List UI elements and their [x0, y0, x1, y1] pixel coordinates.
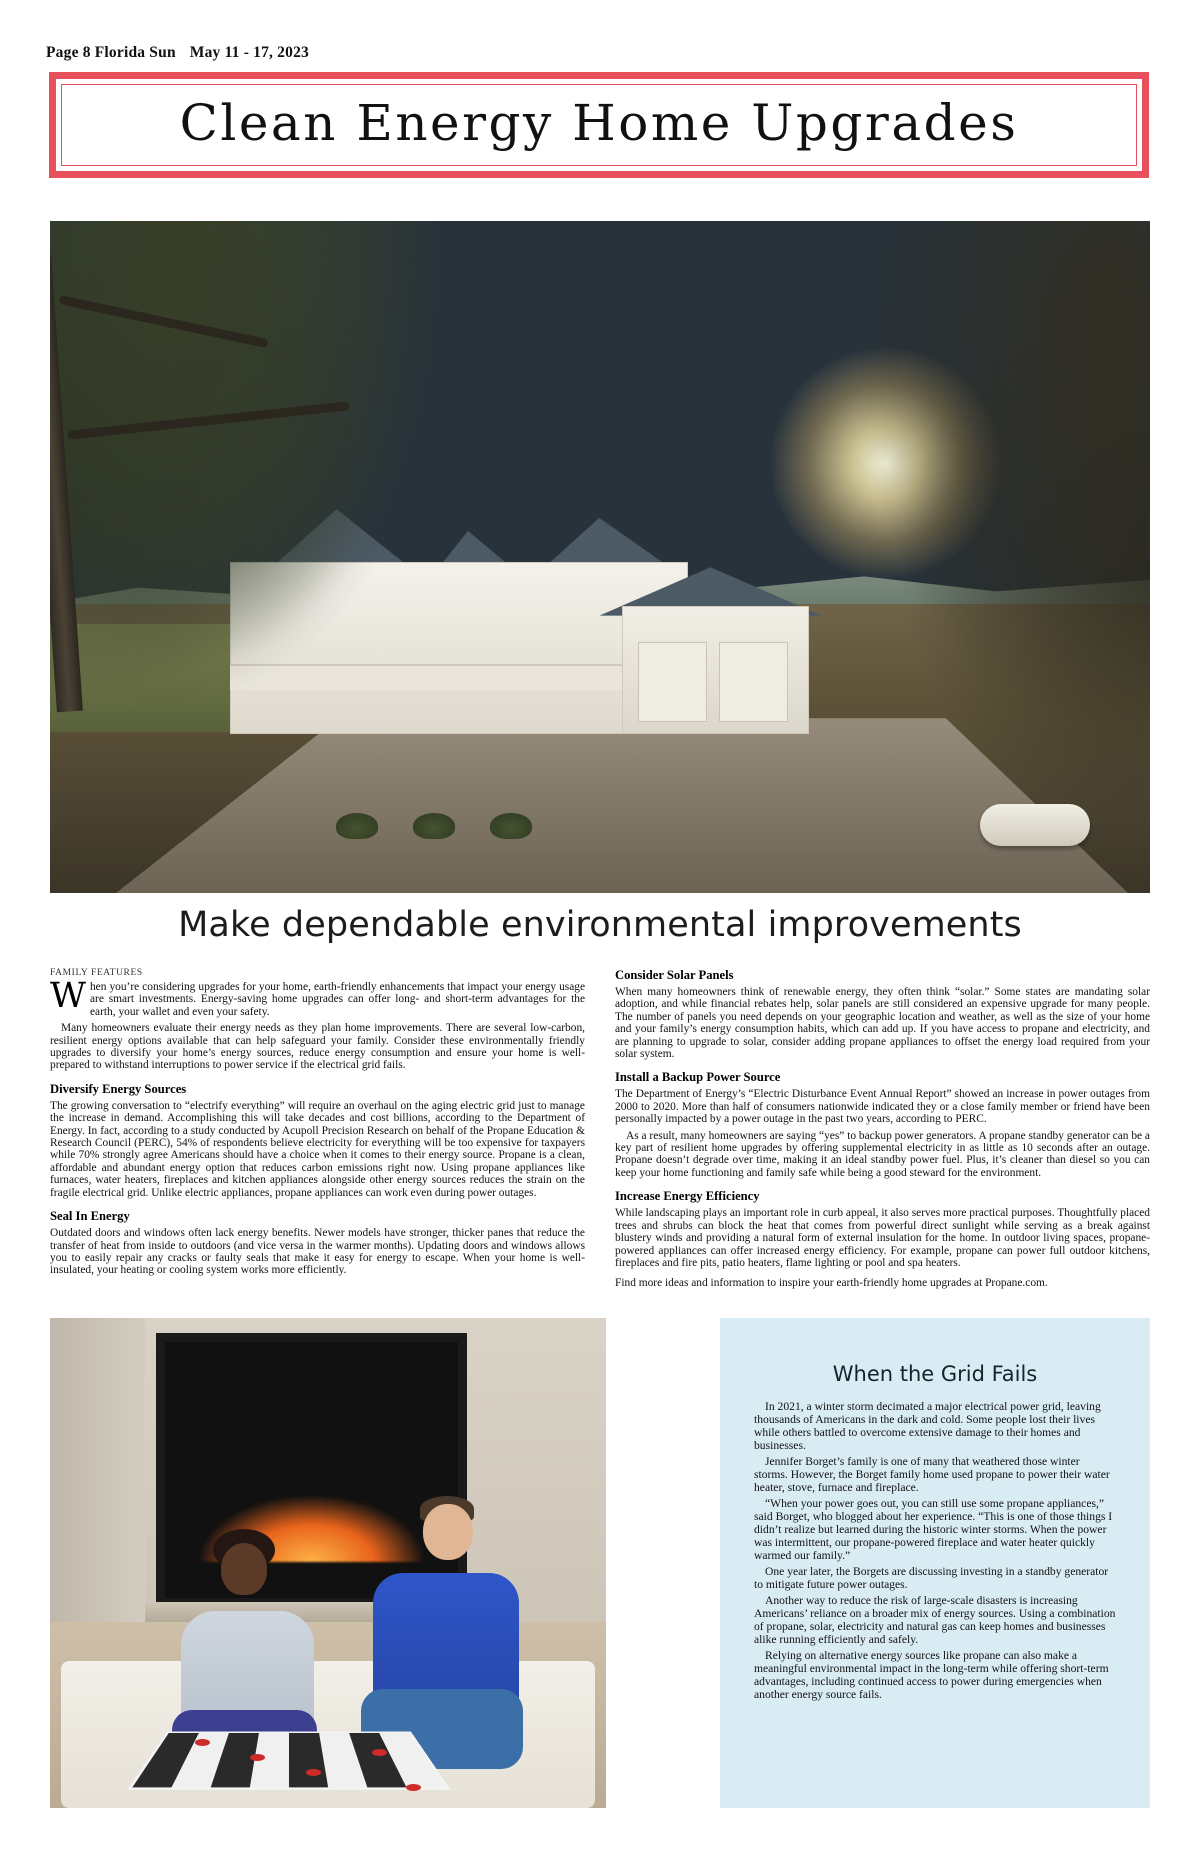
sidebar-body — [720, 1400, 1150, 1701]
shrub — [336, 813, 378, 839]
section-heading-diversify: Diversify Energy Sources — [50, 1081, 187, 1096]
section-heading-seal: Seal In Energy — [50, 1209, 130, 1224]
checker-piece — [306, 1769, 321, 1776]
section-para: Outdated doors and windows often lack energy benefits. Newer models have stronger, thicker panes that reduce the transfer of heat from inside to outdoors (and vice versa in the warmer months). Updating doors and windows allows you to easily repair any cracks or faulty seals that make it easy for energy to escape. When your home is well-insulated, your heating or cooling system works more efficiently. — [50, 1227, 585, 1277]
sidebar-para: In 2021, a winter storm decimated a major electrical power grid, leaving thousands of Americans in the dark and cold. Some people lost their lives while others battled to overcome extensive damage to their homes and businesses. — [754, 1400, 1101, 1452]
section-heading-backup: Install a Backup Power Source — [615, 1070, 781, 1085]
section-heading-solar: Consider Solar Panels — [615, 968, 734, 982]
foreground-tree-right — [776, 221, 1150, 839]
masthead — [49, 72, 1149, 178]
sidebar-para: Jennifer Borget’s family is one of many that weathered those winter storms. However, the Borget family home used propane to power their water heater, stove, furnace and fireplace. — [754, 1455, 1110, 1494]
folio-date: May 11 - 17, 2023 — [189, 44, 309, 61]
column-left — [50, 968, 585, 1281]
tree-branch — [58, 295, 268, 348]
sidebar-para: Another way to reduce the risk of large-scale disasters is increasing Americans’ reliance on a broader mix of energy sources. Using a combination of propane, solar, electricity and natural gas can keep homes and businesses alike running efficiently and safely. — [754, 1594, 1116, 1646]
sidebar-para: “When your power goes out, you can still use some propane appliances,” said Borget, who blogged about her experience. “This is one of those things I didn’t realize but learned during the historic winter storms. When the power was intermittent, our propane-powered fireplace and water heater quickly warmed our family.” — [754, 1497, 1113, 1562]
folio — [46, 44, 309, 62]
column-right — [615, 968, 1150, 1294]
section-para: The growing conversation to “electrify everything” will require an overhaul on the aging electric grid just to manage the increase in demand. Accomplishing this will take decades and cost billions, according to the Department of Energy. In fact, according to a study conducted by Acupoll Precision Research on behalf of the Propane Education & Research Council (PERC), 54% of respondents believe electricity for everything will be too expensive for taxpayers while 70% strongly agree Americans should have a choice when it comes to their energy source. Propane is a clean, affordable and abundant energy option that reduces carbon emissions right now. Using propane appliances like furnaces, water heaters, fireplaces and kitchen appliances alongside other energy sources reduces the strain on the fragile electrical grid. Unlike electric appliances, propane appliances can work even during power outages. — [50, 1099, 585, 1199]
closing-line: Find more ideas and information to inspire your earth-friendly home upgrades at Propane.com. — [615, 1277, 1048, 1290]
shrub — [413, 813, 455, 839]
person-left — [172, 1539, 317, 1764]
propane-tank — [980, 804, 1090, 846]
lead-paragraph — [50, 976, 585, 1018]
page-title: Clean Energy Home Upgrades — [179, 94, 1019, 152]
section-para: As a result, many homeowners are saying “yes” to backup power generators. A propane standby generator can be a key part of resilient home upgrades by offering supplemental electricity in as little as 10 seconds after an outage. Propane doesn’t degrade over time, making it an ideal standby power fuel. Plus, it’s cleaner than diesel so you can keep your home functioning and family safe while being a good steward for the environment. — [615, 1129, 1150, 1179]
fireplace-photo — [50, 1318, 606, 1808]
lead-text: hen you’re considering upgrades for your home, earth-friendly enhancements that impact your energy usage are smart investments. Energy-saving home upgrades can offer long- and short-term advantages for the earth, your wallet and even your safety. — [89, 981, 585, 1018]
photo-wall-left — [50, 1318, 145, 1641]
lead-text-2: Many homeowners evaluate their energy needs as they plan home improvements. There are several low-carbon, resilient energy options available that can help safeguard your family. Consider these environmentally friendly upgrades to diversify your home’s energy sources, reduce energy consumption and ensure your home is well-prepared to withstand interruptions to power service if the electrical grid fails. — [50, 1022, 585, 1072]
hero-photo — [50, 221, 1150, 893]
checker-piece — [406, 1784, 421, 1791]
person-head — [423, 1504, 473, 1560]
section-para: The Department of Energy’s “Electric Disturbance Event Annual Report” showed an increase in power outages from 2000 to 2020. More than half of consumers nationwide indicated they or a close family member or friend have been personally impacted by a power outage in the past two years, according to PERC. — [615, 1088, 1150, 1126]
person-head — [221, 1543, 267, 1595]
person-right — [367, 1504, 523, 1769]
section-para: When many homeowners think of renewable energy, they often think “solar.” Some states are mandating solar adoption, and while financial rebates help, solar panels are still considered an expensive upgrade for many people. The number of panels you need depends on your geographic location and weather, as well as the size of your home and your family’s energy consumption habits, which can add up. If you have access to propane and electricity, and are planning to upgrade to solar, consider adding propane appliances to offset the energy load required from your solar system. — [615, 986, 1150, 1061]
drop-cap: W — [50, 976, 86, 1016]
shrub — [490, 813, 532, 839]
tree-trunk — [50, 255, 83, 713]
section-para: While landscaping plays an important role in curb appeal, it also serves more practical purposes. Thoughtfully placed trees and shrubs can block the heat that comes from powerful direct sunlight while serving as a break against blustery winds and providing a natural form of external insulation for the home. In outdoor living spaces, propane-powered appliances can offer increased energy efficiency. For example, propane can power full outdoor kitchens, fireplaces and fire pits, patio heaters, flame lighting or pool and spa heaters. — [615, 1207, 1150, 1269]
sidebar-para: Relying on alternative energy sources like propane can also make a meaningful environmental impact in the long-term while offering short-term advantages, including continued access to power during emergencies when another energy source fails. — [754, 1649, 1109, 1701]
tree-branch — [67, 401, 350, 440]
article-kicker: FAMILY FEATURES — [50, 968, 143, 978]
sidebar-when-the-grid-fails — [720, 1318, 1150, 1808]
deck-headline: Make dependable environmental improvements — [178, 905, 1022, 945]
sidebar-para: One year later, the Borgets are discussing investing in a standby generator to mitigate future power outages. — [754, 1565, 1109, 1591]
masthead-inner-border — [61, 84, 1137, 166]
section-heading-efficiency: Increase Energy Efficiency — [615, 1189, 760, 1204]
foreground-tree-left — [50, 221, 512, 799]
sidebar-title: When the Grid Fails — [832, 1362, 1038, 1386]
article-body — [50, 968, 1150, 1298]
garage-door — [638, 642, 707, 722]
checkerboard — [127, 1731, 451, 1789]
folio-page: Page 8 Florida Sun — [46, 44, 176, 61]
